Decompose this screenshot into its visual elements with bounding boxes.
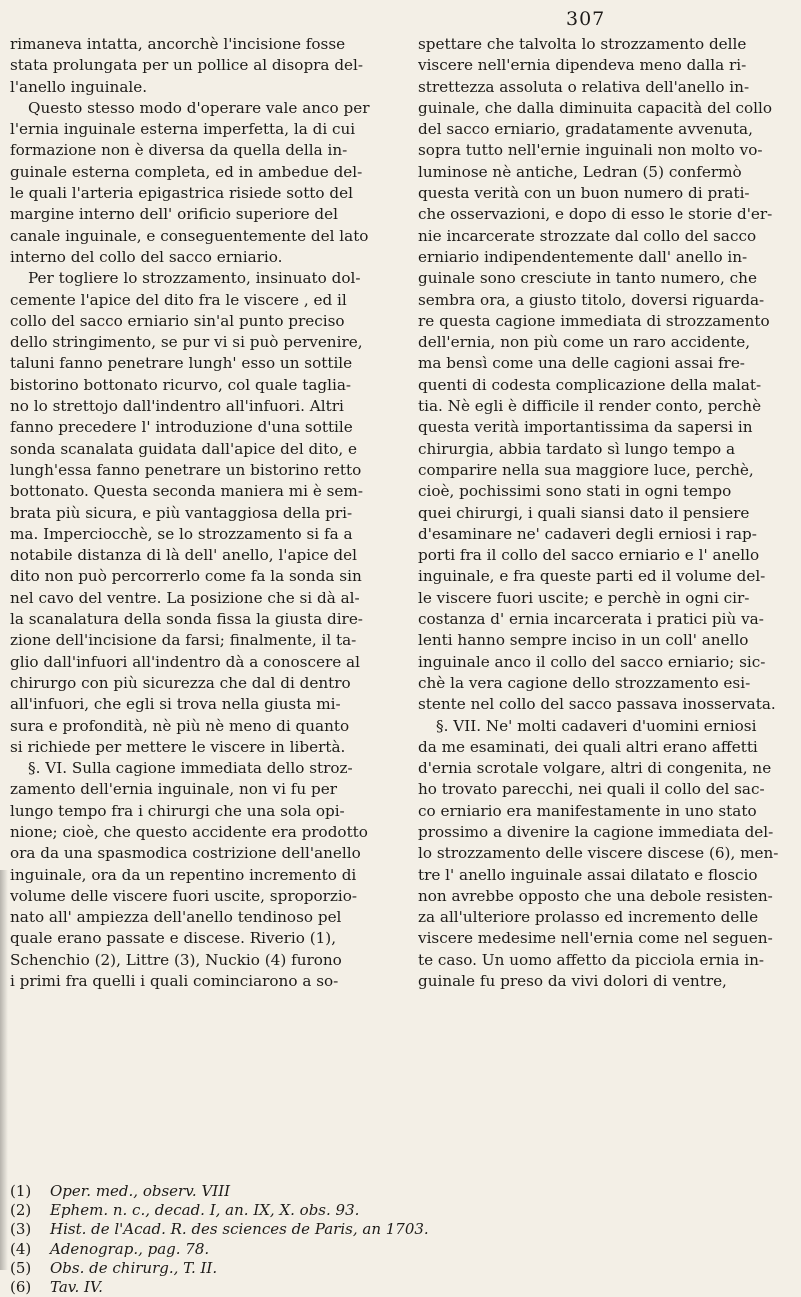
text-line: fanno precedere l' introduzione d'una sottile <box>10 418 353 437</box>
text-line: rimaneva intatta, ancorchè l'incisione fosse <box>10 35 346 53</box>
text-line: tia. Nè egli è difficile il render conto, perchè <box>418 397 762 416</box>
footnote <box>10 1220 710 1239</box>
text-line: lo strozzamento delle viscere discese (6), men- <box>418 844 779 863</box>
footnote-text: Adenograp., pag. 78. <box>50 1239 210 1258</box>
right-column <box>418 34 792 992</box>
text-line: taluni fanno penetrare lungh' esso un sottile <box>10 354 353 373</box>
text-line: guinale esterna completa, ed in ambedue del- <box>10 162 363 181</box>
text-line: inguinale anco il collo del sacco erniario; sic- <box>418 652 766 671</box>
text-line: del sacco erniario, gradatamente avvenuta, <box>418 120 753 139</box>
text-line: za all'ulteriore prolasso ed incremento delle <box>418 908 759 927</box>
text-line: le quali l'arteria epigastrica risiede sotto del <box>10 184 353 203</box>
text-line: notabile distanza di là dell' anello, l'apice del <box>10 546 357 565</box>
text-line: §. VI. Sulla cagione immediata dello stroz- <box>28 759 353 778</box>
text-line: zamento dell'ernia inguinale, non vi fu per <box>10 780 338 799</box>
text-line: i primi fra quelli i quali cominciarono a so- <box>10 972 339 991</box>
text-line: ora da una spasmodica costrizione dell'anello <box>10 844 361 863</box>
text-line: la scanalatura della sonda fissa la giusta dire- <box>10 610 363 629</box>
text-line: cioè, pochissimi sono stati in ogni tempo <box>418 482 732 501</box>
text-line: dell'ernia, non più come un raro accidente, <box>418 333 751 352</box>
page-number: 307 <box>566 8 606 30</box>
text-line: prossimo a divenire la cagione immediata del- <box>418 822 774 841</box>
text-line: porti fra il collo del sacco erniario e l' anello <box>418 546 760 565</box>
text-line: d'ernia scrotale volgare, altri di congenita, ne <box>418 759 772 778</box>
text-line: luminose nè antiche, Ledran (5) confermò <box>418 162 742 181</box>
text-line: ma bensì come una delle cagioni assai fre- <box>418 354 745 373</box>
text-line: interno del collo del sacco erniario. <box>10 247 283 266</box>
text-line: inguinale, e fra queste parti ed il volume del- <box>418 567 766 586</box>
text-line: re questa cagione immediata di strozzamento <box>418 311 770 330</box>
footnote-text: Tav. IV. <box>50 1278 103 1297</box>
text-line: comparire nella sua maggiore luce, perchè, <box>418 460 754 479</box>
text-line: co erniario era manifestamente in uno stato <box>418 801 757 820</box>
text-line: lenti hanno sempre inciso in un coll' anello <box>418 631 749 650</box>
text-line: Schenchio (2), Littre (3), Nuckio (4) furono <box>10 950 342 969</box>
text-line: dito non può percorrerlo come fa la sonda sin <box>10 567 362 586</box>
footnote <box>10 1201 710 1220</box>
text-line: formazione non è diversa da quella della in- <box>10 141 348 160</box>
text-line: questa verità importantissima da sapersi in <box>418 418 753 437</box>
text-line: guinale, che dalla diminuita capacità del collo <box>418 98 773 117</box>
text-line: nel cavo del ventre. La posizione che si dà al- <box>10 588 360 607</box>
text-line: volume delle viscere fuori uscite, sproporzio- <box>10 886 357 905</box>
footnote <box>10 1240 710 1259</box>
text-line: Questo stesso modo d'operare vale anco per <box>28 98 370 117</box>
text-line: te caso. Un uomo affetto da picciola ernia in- <box>418 950 764 969</box>
text-line: le viscere fuori uscite; e perchè in ogni cir- <box>418 588 750 607</box>
text-line: erniario indipendentemente dall' anello in- <box>418 247 748 266</box>
text-line: stata prolungata per un pollice al disopra del- <box>10 56 364 75</box>
text-line: sembra ora, a giusto titolo, doversi riguarda- <box>418 290 765 309</box>
text-line: brata più sicura, e più vantaggiosa della pri- <box>10 503 353 522</box>
text-line: bistorino bottonato ricurvo, col quale taglia- <box>10 375 352 394</box>
text-line: bottonato. Questa seconda maniera mi è sem- <box>10 482 363 501</box>
text-line: nione; cioè, che questo accidente era prodotto <box>10 822 368 841</box>
text-line: margine interno dell' orificio superiore del <box>10 205 338 224</box>
text-line: cemente l'apice del dito fra le viscere , ed il <box>10 290 347 309</box>
text-line: questa verità con un buon numero di prati- <box>418 184 750 203</box>
text-line: d'esaminare ne' cadaveri degli erniosi i rap- <box>418 524 757 543</box>
text-line: sopra tutto nell'ernie inguinali non molto vo- <box>418 141 763 160</box>
text-line: quei chirurgi, i quali siansi dato il pensiere <box>418 503 750 522</box>
text-line: guinale fu preso da vivi dolori di ventre, <box>418 972 727 991</box>
footnote <box>10 1259 710 1278</box>
left-column <box>10 34 382 992</box>
text-line: da me esaminati, dei quali altri erano affetti <box>418 737 758 756</box>
text-line: strettezza assoluta o relativa dell'anello in- <box>418 77 750 96</box>
text-line: che osservazioni, e dopo di esso le storie d'er- <box>418 205 773 224</box>
text-line: canale inguinale, e conseguentemente del lato <box>10 226 369 245</box>
footnote-number: (4) <box>10 1239 32 1258</box>
text-line: nato all' ampiezza dell'anello tendinoso pel <box>10 908 342 927</box>
text-line: chirurgia, abbia tardato sì lungo tempo a <box>418 439 736 458</box>
text-line: quale erano passate e discese. Riverio (1), <box>10 929 337 948</box>
text-line: inguinale, ora da un repentino incremento di <box>10 865 357 884</box>
text-line: glio dall'infuori all'indentro dà a conoscere al <box>10 652 360 671</box>
footnote-text: Oper. med., observ. VIII <box>50 1182 231 1200</box>
text-line: ma. Imperciocchè, se lo strozzamento si fa a <box>10 524 353 543</box>
footnote-number: (2) <box>10 1201 32 1220</box>
text-line: ho trovato parecchi, nei quali il collo del sac- <box>418 780 765 799</box>
text-line: sonda scanalata guidata dall'apice del dito, e <box>10 439 358 458</box>
text-line: tre l' anello inguinale assai dilatato e floscio <box>418 865 758 884</box>
footnotes <box>10 1182 710 1297</box>
footnote <box>10 1182 710 1201</box>
text-line: l'anello inguinale. <box>10 77 148 96</box>
text-line: viscere medesime nell'ernia come nel seguen- <box>418 929 773 948</box>
footnote-text: Ephem. n. c., decad. I, an. IX, X. obs. 93. <box>50 1201 360 1220</box>
text-line: nie incarcerate strozzate dal collo del sacco <box>418 226 757 245</box>
text-line: sura e profondità, nè più nè meno di quanto <box>10 716 350 735</box>
footnote-number: (5) <box>10 1258 32 1277</box>
text-line: lungo tempo fra i chirurgi che una sola opi- <box>10 801 345 820</box>
text-line: Per togliere lo strozzamento, insinuato dol- <box>28 269 361 288</box>
text-line: viscere nell'ernia dipendeva meno dalla ri- <box>418 56 747 75</box>
text-line: chè la vera cagione dello strozzamento esi- <box>418 673 751 692</box>
text-line: dello stringimento, se pur vi si può pervenire, <box>10 333 363 352</box>
text-line: §. VII. Ne' molti cadaveri d'uomini erniosi <box>436 716 757 735</box>
text-line: l'ernia inguinale esterna imperfetta, la di cui <box>10 120 356 139</box>
text-line: lungh'essa fanno penetrare un bistorino retto <box>10 460 362 479</box>
footnote-number: (1) <box>10 1182 32 1200</box>
page-edge-shadow <box>0 870 8 1270</box>
text-line: si richiede per mettere le viscere in libertà. <box>10 737 346 756</box>
footnote-text: Hist. de l'Acad. R. des sciences de Paris, an 1703. <box>50 1220 429 1239</box>
text-line: stente nel collo del sacco passava inosservata. <box>418 695 776 714</box>
text-line: all'infuori, che egli si trova nella giusta mi- <box>10 695 341 714</box>
text-line: no lo strettojo dall'indentro all'infuori. Altri <box>10 397 344 416</box>
text-line: collo del sacco erniario sin'al punto preciso <box>10 311 345 330</box>
text-line: costanza d' ernia incarcerata i pratici più va- <box>418 610 764 629</box>
footnote-number: (6) <box>10 1278 32 1297</box>
text-line: spettare che talvolta lo strozzamento delle <box>418 35 747 53</box>
text-line: chirurgo con più sicurezza che dal di dentro <box>10 673 351 692</box>
text-line: quenti di codesta complicazione della malat- <box>418 375 762 394</box>
text-line: non avrebbe opposto che una debole resisten- <box>418 886 773 905</box>
text-line: guinale sono cresciute in tanto numero, che <box>418 269 757 288</box>
text-line: zione dell'incisione da farsi; finalmente, il ta- <box>10 631 357 650</box>
footnote-text: Obs. de chirurg., T. II. <box>50 1258 218 1277</box>
footnote-number: (3) <box>10 1220 32 1239</box>
